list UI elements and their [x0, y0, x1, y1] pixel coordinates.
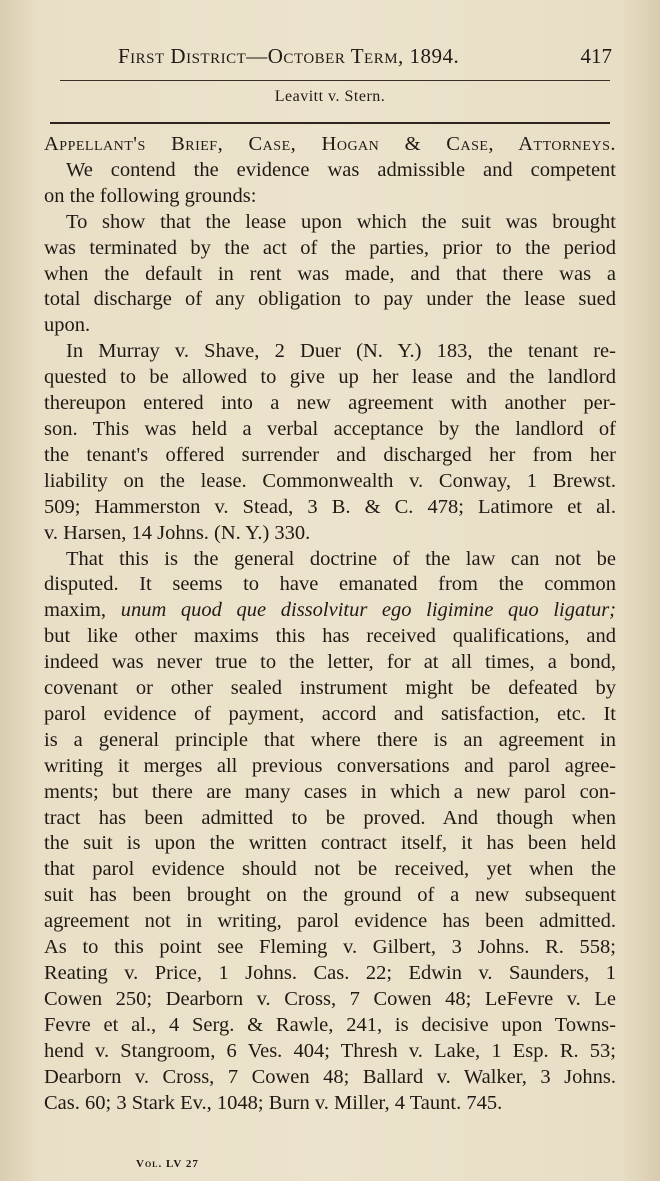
text-line: covenant or other sealed instrument might be defeated by — [44, 677, 616, 700]
attorneys-heading: Appellant's Brief, Case, Hogan & Case, Attorneys. — [44, 133, 616, 155]
text-line: Fevre et al., 4 Serg. & Rawle, 241, is decisive upon Towns- — [44, 1013, 616, 1036]
text-line: That this is the general doctrine of the law can not be — [66, 547, 616, 570]
text-line: liability on the lease. Commonwealth v. Conway, 1 Brewst. — [44, 469, 616, 492]
text-line: disputed. It seems to have emanated from the common — [44, 573, 616, 596]
text-line: Cas. 60; 3 Stark Ev., 1048; Burn v. Miller, 4 Taunt. 745. — [44, 1091, 503, 1114]
page-header — [118, 44, 618, 74]
text-line: but like other maxims this has received qualifications, and — [44, 625, 616, 648]
text-line: suit has been brought on the ground of a new subsequent — [44, 884, 616, 907]
text-line: son. This was held a verbal acceptance by the landlord of — [44, 417, 616, 440]
body-text — [44, 132, 616, 1116]
case-title: Leavitt v. Stern. — [274, 88, 386, 105]
text-line: thereupon entered into a new agreement with another per- — [44, 392, 616, 415]
text-line: v. Harsen, 14 Johns. (N. Y.) 330. — [44, 521, 311, 544]
text-line: indeed was never true to the letter, for at all times, a bond, — [44, 651, 616, 674]
page-number: 417 — [580, 44, 612, 68]
maxim-lead: maxim, — [44, 599, 107, 622]
text-line: when the default in rent was made, and that there was a — [44, 262, 616, 285]
text-line: As to this point see Fleming v. Gilbert, 3 Johns. R. 558; — [44, 936, 616, 959]
header-rule — [60, 80, 610, 81]
text-line: Reating v. Price, 1 Johns. Cas. 22; Edwin v. Saunders, 1 — [44, 962, 616, 984]
text-line: total discharge of any obligation to pay under the lease sued — [44, 288, 616, 311]
text-line: writing it merges all previous conversations and parol agree- — [44, 754, 616, 777]
text-line: ments; but there are many cases in which a new parol con- — [44, 780, 616, 803]
text-line: upon. — [44, 314, 91, 337]
text-line — [44, 598, 616, 624]
text-line: agreement not in writing, parol evidence has been admitted. — [44, 910, 616, 933]
text-line: tract has been admitted to be proved. And though when — [44, 806, 616, 829]
text-line: parol evidence of payment, accord and satisfaction, etc. It — [44, 702, 616, 725]
signature-mark: Vol. LV 27 — [136, 1158, 199, 1170]
text-line: the tenant's offered surrender and discharged her from her — [44, 443, 616, 466]
running-head: First District—October Term, 1894. — [118, 44, 460, 68]
text-line: 509; Hammerston v. Stead, 3 B. & C. 478; Latimore et al. — [44, 495, 616, 518]
text-line: the suit is upon the written contract itself, it has been held — [44, 832, 616, 855]
text-line: is a general principle that where there is an agreement in — [44, 728, 616, 751]
text-line: To show that the lease upon which the suit was brought — [66, 210, 616, 233]
text-line: We contend the evidence was admissible and competent — [66, 158, 616, 181]
text-line: was terminated by the act of the parties, prior to the period — [44, 236, 616, 259]
text-line: In Murray v. Shave, 2 Duer (N. Y.) 183, the tenant re- — [66, 340, 616, 363]
text-line: Cowen 250; Dearborn v. Cross, 7 Cowen 48; LeFevre v. Le — [44, 987, 616, 1010]
case-title-rule — [50, 122, 610, 124]
text-line: on the following grounds: — [44, 184, 257, 207]
text-line: Dearborn v. Cross, 7 Cowen 48; Ballard v. Walker, 3 Johns. — [44, 1065, 616, 1088]
latin-maxim: unum quod que dissolvitur ego ligimine quo ligatur; — [120, 599, 616, 622]
text-line: hend v. Stangroom, 6 Ves. 404; Thresh v. Lake, 1 Esp. R. 53; — [44, 1039, 616, 1062]
text-line: that parol evidence should not be received, yet when the — [44, 858, 616, 881]
text-line: quested to be allowed to give up her lease and the landlord — [44, 366, 616, 389]
